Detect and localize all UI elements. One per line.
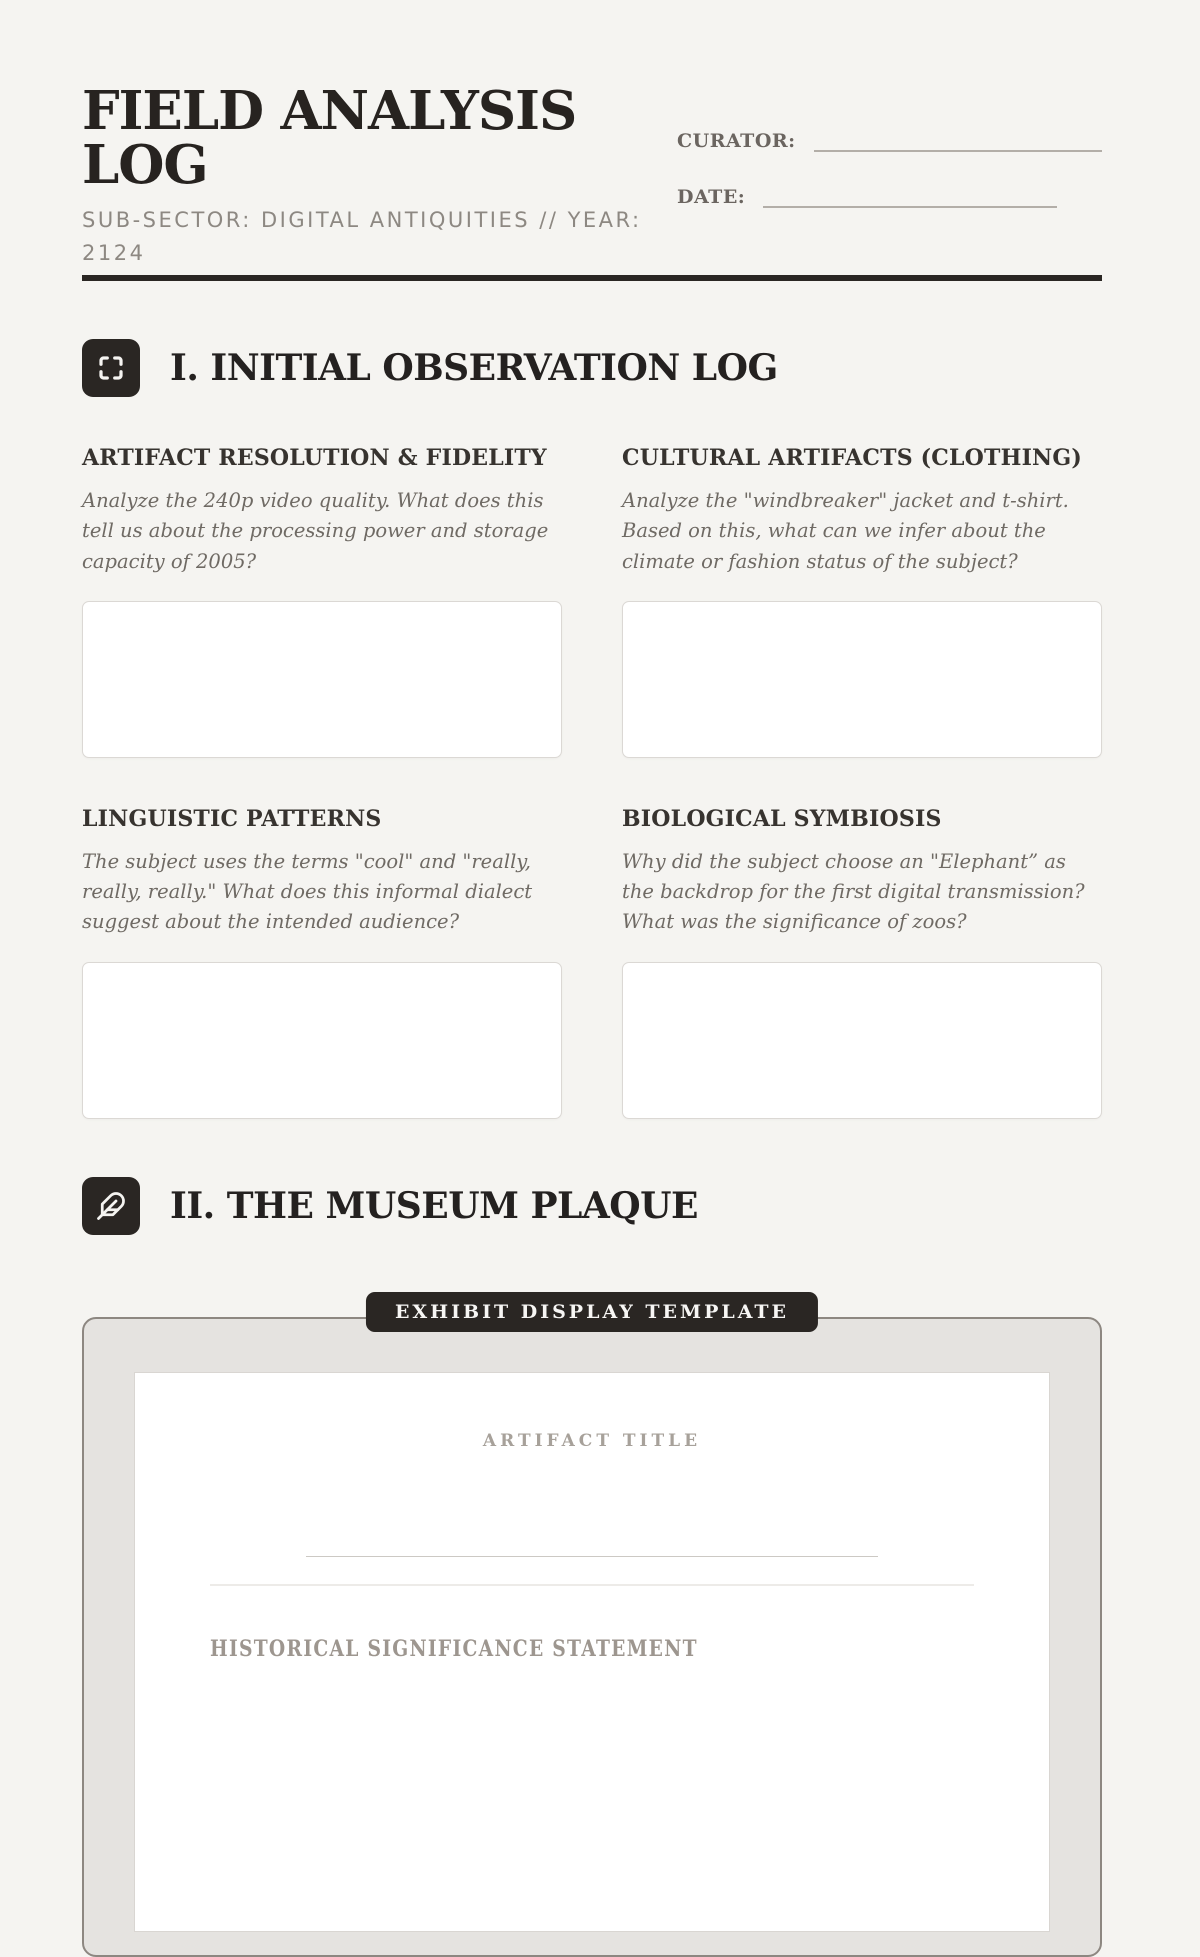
worksheet-page [82, 0, 1102, 1957]
section-plaque-heading [82, 1177, 1102, 1235]
section-observation-title: I. INITIAL OBSERVATION LOG [170, 347, 778, 390]
question-title: BIOLOGICAL SYMBIOSIS [622, 805, 942, 832]
observation-question-grid [82, 445, 1102, 1118]
exhibit-template [82, 1300, 1102, 1957]
expand-icon [82, 339, 140, 397]
feather-icon [82, 1177, 140, 1235]
curator-field-row [677, 126, 1102, 152]
section-observation-heading [82, 339, 1102, 397]
plaque-divider [210, 1584, 974, 1586]
answer-box-linguistic-patterns[interactable] [82, 962, 562, 1119]
artifact-title-input-line[interactable] [306, 1555, 878, 1557]
artifact-title-label: ARTIFACT TITLE [482, 1430, 702, 1451]
page-title: FIELD ANALYSIS LOG [82, 80, 577, 197]
section-plaque-title: II. THE MUSEUM PLAQUE [170, 1184, 698, 1227]
page-subtitle: SUB-SECTOR: DIGITAL ANTIQUITIES // YEAR: 2124 [82, 208, 642, 265]
question-biological-symbiosis [622, 806, 1102, 1119]
curator-input-line[interactable] [814, 126, 1102, 152]
question-title: ARTIFACT RESOLUTION & FIDELITY [82, 445, 547, 472]
answer-box-artifact-resolution[interactable] [82, 601, 562, 758]
question-linguistic-patterns [82, 806, 562, 1119]
exhibit-frame [82, 1317, 1102, 1957]
date-field-row [677, 182, 1102, 208]
question-prompt: Analyze the 240p video quality. What does this tell us about the processing power and storage capacity of 2005? [82, 489, 549, 573]
header [82, 80, 1102, 269]
date-input-line[interactable] [763, 182, 1057, 208]
question-prompt: Analyze the "windbreaker" jacket and t-shirt. Based on this, what can we infer about the climate or fashion status of the subject? [622, 489, 1069, 573]
question-title: CULTURAL ARTIFACTS (CLOTHING) [622, 445, 1082, 472]
header-fields [677, 84, 1102, 238]
exhibit-badge: EXHIBIT DISPLAY TEMPLATE [366, 1292, 818, 1332]
answer-box-cultural-artifacts[interactable] [622, 601, 1102, 758]
answer-box-biological-symbiosis[interactable] [622, 962, 1102, 1119]
header-title-block [82, 80, 647, 269]
exhibit-card [134, 1372, 1050, 1932]
curator-label: CURATOR: [677, 130, 796, 152]
question-artifact-resolution [82, 445, 562, 758]
date-label: DATE: [677, 186, 746, 208]
question-prompt: The subject uses the terms "cool" and "really, really, really." What does this informal dialect suggest about the intended audience? [82, 849, 533, 934]
question-cultural-artifacts [622, 445, 1102, 758]
significance-label: HISTORICAL SIGNIFICANCE STATEMENT [210, 1635, 698, 1662]
header-divider [82, 275, 1102, 281]
question-title: LINGUISTIC PATTERNS [82, 805, 382, 832]
question-prompt: Why did the subject choose an "Elephant” as the backdrop for the first digital transmission? What was the significance of zoos? [622, 849, 1085, 934]
